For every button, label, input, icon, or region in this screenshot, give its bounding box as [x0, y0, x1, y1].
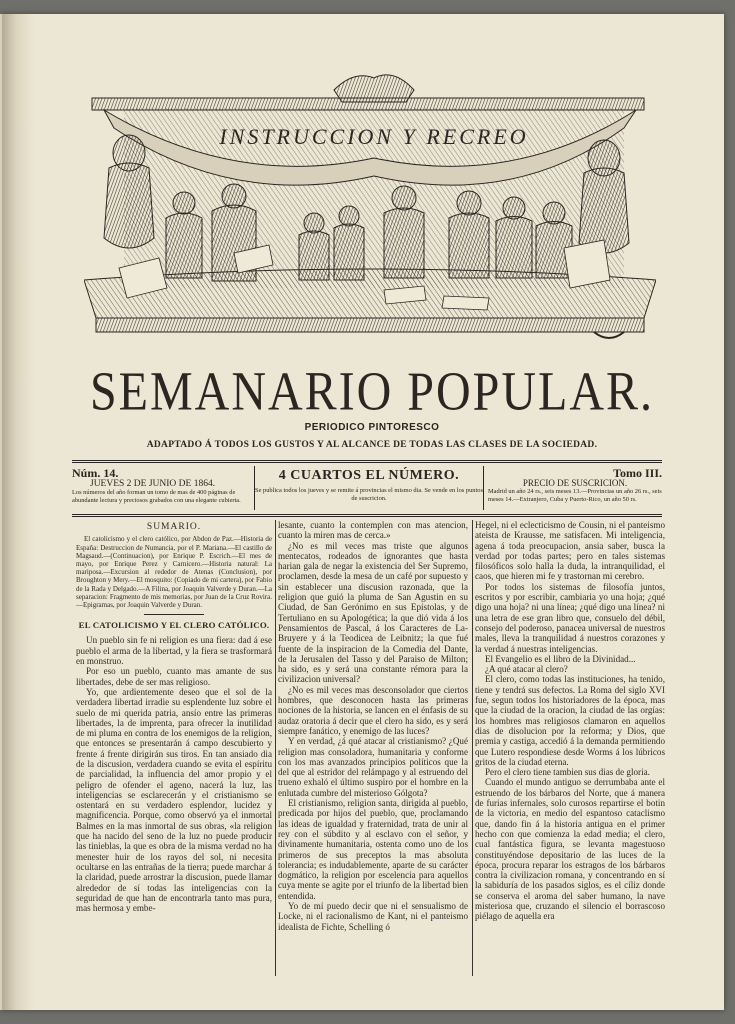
price-block [254, 466, 484, 510]
paragraph: Hegel, ni el eclecticismo de Cousin, ni el panteismo ateista de Krausse, me satisfacen. Mi inteligencia, agena á toda preocupacion, ansia saber, busca la verdad por todas partes; pero en tales sistemas filosóficos solo halla la duda, la intranquilidad, el caos, que hieren mi fe y trastornan mi cerebro. [475, 520, 665, 582]
paragraph: Por eso un pueblo, cuanto mas amante de sus libertades, debe de ser mas religioso. [76, 666, 272, 687]
newspaper-page [0, 14, 724, 1010]
issue-note: Los números del año forman un tomo de mas de 400 páginas de abundante lectura y preciosos grabados con una elegante cubierta. [72, 489, 241, 504]
issue-number: Núm. 14. [72, 466, 119, 480]
newspaper-motto: ADAPTADO Á TODOS LOS GUSTOS Y AL ALCANCE DE TODAS LAS CLASES DE LA SOCIEDAD. [146, 440, 598, 450]
banner-text: INSTRUCCION Y RECREO [219, 124, 529, 149]
text-column-2 [278, 520, 468, 992]
masthead-rule [72, 460, 662, 463]
text-column-3 [475, 520, 665, 992]
paragraph: El cristianismo, religion santa, dirigida al pueblo, predicada por hijos del pueblo, que, proclamando las ideas de igualdad y fraternidad, trata de unir al rey con el súbdito y al esclavo con el señor, y divinamente humanitaria, ostenta como uno de los primeros de sus preceptos la mas absoluta tolerancia; es indudablemente, aparte de su carácter dogmático, la religion por escelencia para aquellos cuya mente se agite por el triunfo de la libertad bien entendida. [278, 798, 468, 901]
column-separator [472, 520, 473, 976]
paragraph: El clero, como todas las instituciones, ha tenido, tiene y tendrá sus defectos. La Roma del siglo XVI fue, segun todos los historiadores de la época, mas que la ciudad de la oracion, la ciudad de las orgías: los hombres mas religiosos clamaron en aquellos dias de disolucion por la reforma; y Dios, que premia y castiga, accedió á la demanda permitiendo que Lutero respondiese desde Worms á los lúbricos gritos de la ciudad eterna. [475, 674, 665, 767]
paragraph: Cuando el mundo antiguo se derrumbaba ante el estruendo de los bárbaros del Norte, que á manera de furias infernales, solo curosos repartirse el botin de la victoria, en medio del espantoso cataclismo que, dando fin á la historia antigua en el primer hecho con que comienza la edad media; el clero, cual fantástica figura, se levanta magestuoso constituyéndose depositario de las luces de la época, procura reparar los estragos de los bárbaros contra la civilizacion romana, y concentrando en sí la sabiduría de los pasados siglos, es el cíliz donde se conserva el aroma del saber humano, la nave misteriosa que, cruzando el silencio el borrascoso piélago de aquella era [475, 777, 665, 922]
sumario-heading: SUMARIO. [146, 522, 202, 532]
issue-price: 4 CUARTOS EL NÚMERO. [278, 468, 460, 483]
issue-date: JUEVES 2 DE JUNIO DE 1864. [90, 479, 216, 489]
subscription-text: Madrid un año 24 rs., seis meses 13.—Provincias un año 26 rs., seis meses 14.—Extranjero, Cuba y Puerto-Rico, un año 50 rs. [488, 488, 662, 503]
book-gutter [2, 14, 34, 1010]
paragraph: Pero el clero tiene tambien sus dias de gloria. [485, 767, 650, 778]
paragraph: ¿A qué atacar al clero? [485, 664, 568, 675]
paragraph: ¿No es mil veces mas desconsolador que ciertos hombres, que desconocen hasta las primeras nociones de la historia, se lancen en el énfasis de su audaz oratoria á decir que el clero ha sido, es y será siempre fanático, y enemigo de las luces? [278, 684, 468, 736]
paragraph: lesante, cuanto la contemplen con mas atencion, cuanto la miren mas de cerca.» [278, 520, 468, 541]
subscription-title: PRECIO DE SUSCRICION. [522, 478, 628, 488]
paragraph: Un pueblo sin fe ni religion es una fiera: dad á ese pueblo el arma de la libertad, y la fiera se trasformará en monstruo. [76, 635, 272, 667]
publication-note: Se publica todos los jueves y se remite á provincias el mismo dia. Se vende en los puntos de suscricion. [255, 487, 483, 502]
article-heading: EL CATOLICISMO Y EL CLERO CATÓLICO. [78, 620, 270, 631]
sumario-text: El catolicismo y el clero católico, por Abdon de Paz.—Historia de España: Destruccion de Numancia, por el P. Mariana.—El castillo de Magsaud.—(Continuacion), por Enrique P. Escrich.—El mes de mayo, por Enrique Perez y Carnicero.—Historia natural: La mariposa.—Excursion al rededor de Atenas (Conclusion), por Broughton y Mery.—El mosquito: (Copiado de mi cartera), por Fabio de la Rada y Delgado.—A Filina, por Joaquin Valverde y Duran.—La separacion: Fragmento de mis memorias, por Juan de la Cruz Rovira.—Epigramas, por Joaquin Valverde y Duran. [76, 535, 272, 609]
issue-number-block [72, 466, 247, 510]
text-column-1 [76, 520, 272, 992]
newspaper-title: SEMANARIO POPULAR. [89, 361, 655, 422]
newspaper-subtitle: PERIODICO PINTORESCO [304, 422, 440, 433]
info-rule [72, 514, 662, 517]
subscription-block [488, 466, 662, 510]
paragraph: Yo, que ardientemente deseo que el sol de la verdadera libertad irradie su esplendente luz sobre el suelo de mi querida patria, ansío entre las primeras libertades, la de imprenta, para ofrecer la inutilidad de mi pluma en contra de los enemigos de la religion, que entonces se presentarán á campo descubierto y frente á frente dirigirán sus tiros. En tan ansiado dia de la discusion, verdadera cuando se evita el espíritu de parcialidad, la influencia del amor propio y el peligro de ofender el ageno, nacerá la luz, las inteligencias se esclarecerán y el cristianismo se ostentará en su verdadero esplendor, lucidez y magnificencia. Porque, como observó ya el inmortal Balmes en la mas inmortal de sus obras, «la religion que ha nacido del seno de la luz no puede producir las tinieblas, la que es obra de la misma verdad no ha menester huir de los rayos del sol, ni necesita ocultarse en las entrañas de la tierra; puede marchar á la claridad, puede arrostrar la discusion, puede llamar alrededor de sí todas las inteligencias con la seguridad de que han de encontrarla tanto mas pura, mas hermosa y embe- [76, 686, 272, 914]
issue-info-bar [72, 466, 662, 514]
section-rule [144, 614, 204, 615]
header-engraving [84, 68, 656, 350]
volume-number: Tomo III. [613, 466, 662, 480]
paragraph: Y en verdad, ¿á qué atacar al cristianismo? ¿Qué religion mas consoladora, humanitaria y conforme con los mas avanzados principios políticos que la del que al estridor del relámpago y al estruendo del trueno exhaló el último suspiro por el hombre en la enlutada cumbre del misterioso Gólgota? [278, 736, 468, 798]
paragraph: Por todos los sistemas de filosofía juntos, escritos y por escribir, cambiaria yo una hoja; ¿qué digo una hoja? ni una línea; ¿qué digo una línea? ni una letra de ese gran libro que, consuelo del débil, consejo del poderoso, panacea universal de nuestros males, lleva la tranquilidad á nuestros corazones y la verdad á nuestras inteligencias. [475, 581, 665, 654]
column-separator [275, 520, 276, 976]
paragraph: El Evangelio es el libro de la Divinidad... [485, 653, 636, 664]
paragraph: Yo de mí puedo decir que ni el sensualismo de Locke, ni el racionalismo de Kant, ni el panteismo idealista de Fichte, Schelling ó [278, 900, 468, 932]
paragraph: ¿No es mil veces mas triste que algunos mentecatos, rodeados de ignorantes que hasta harian gala de negar la existencia del Ser Supremo, proclamen, desde la mesa de un café por supuesto y sin establecer una discusion razonada, que la religion que guió la pluma de San Agustin en su Ciudad, de San Gerónimo en sus Epístolas, y de Tertuliano en su Apologética; la que dió vida á los Pensamientos de Pascal, á los Caracteres de La-Bruyere y á la Teodicea de Leibnitz; la que fué fuente de la inspiracion de la Comedia del Dante, de la Jerusalen del Tasso y del Paraiso de Milton; ha sido, es y será una constante rémora para la civilizacion universal? [278, 540, 468, 685]
